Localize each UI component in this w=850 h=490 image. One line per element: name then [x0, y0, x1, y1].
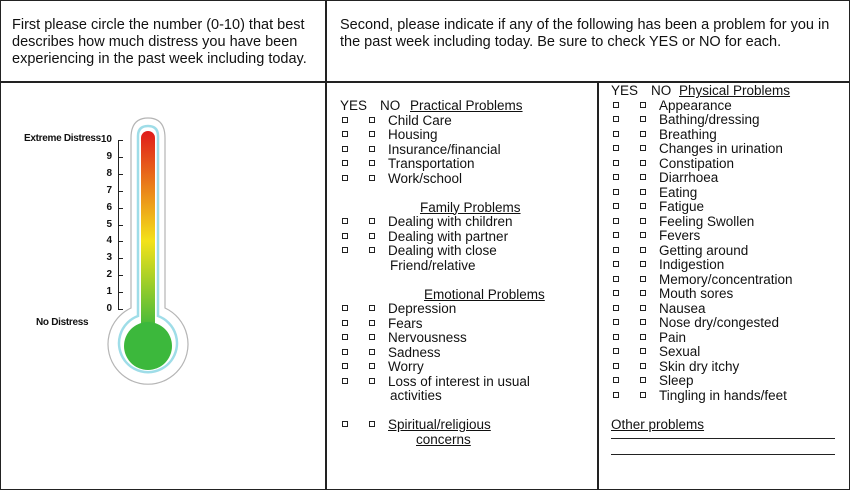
yes-checkbox[interactable]: [613, 145, 619, 151]
scale-number[interactable]: 8: [106, 167, 112, 179]
physical-list: [611, 99, 847, 404]
no-checkbox[interactable]: [369, 363, 375, 369]
checklist-item-label: Tingling in hands/feet: [659, 387, 787, 403]
scale-number[interactable]: 2: [106, 269, 112, 281]
checklist-item-label: Feeling Swollen: [659, 213, 755, 229]
yes-checkbox[interactable]: [613, 261, 619, 267]
no-checkbox[interactable]: [369, 218, 375, 224]
no-checkbox[interactable]: [640, 319, 646, 325]
spiritual-row: [340, 418, 595, 433]
yes-header: YES: [340, 98, 368, 113]
no-checkbox[interactable]: [640, 218, 646, 224]
yes-checkbox[interactable]: [342, 421, 348, 427]
family-continuation: Friend/relative: [390, 257, 476, 273]
no-checkbox[interactable]: [369, 305, 375, 311]
checklist-row: [611, 99, 847, 114]
yes-checkbox[interactable]: [342, 233, 348, 239]
checklist-row: [611, 345, 847, 360]
other-problems-line-1[interactable]: [611, 438, 835, 439]
no-checkbox[interactable]: [640, 276, 646, 282]
checklist-item-label: Fears: [388, 315, 423, 331]
emotional-continuation: activities: [390, 388, 442, 403]
checklist-item-label: Fevers: [659, 228, 701, 243]
yes-checkbox[interactable]: [342, 247, 348, 253]
yes-checkbox[interactable]: [613, 363, 619, 369]
yes-checkbox[interactable]: [613, 189, 619, 195]
instruction-problems: Second, please indicate if any of the following has been a problem for you in the past week including today. Be sure to check YES or NO for each.: [340, 17, 830, 50]
checklist-item-label: Dealing with close: [388, 243, 497, 258]
distress-thermometer: [0, 84, 326, 489]
scale-number[interactable]: 4: [106, 235, 112, 247]
yes-checkbox[interactable]: [342, 146, 348, 152]
yes-checkbox[interactable]: [613, 218, 619, 224]
no-checkbox[interactable]: [640, 261, 646, 267]
checklist-item-label: Nausea: [659, 300, 706, 316]
checklist-row: [611, 258, 847, 273]
checklist-item-label: Housing: [388, 127, 438, 142]
checklist-row: [611, 113, 847, 128]
checklist-item-label: Bathing/dressing: [659, 112, 760, 127]
checklist-item-label: Breathing: [659, 126, 717, 142]
yes-checkbox[interactable]: [342, 175, 348, 181]
checklist-row: [611, 244, 847, 259]
checklist-row: [340, 346, 595, 361]
other-problems-label: Other problems: [611, 416, 705, 432]
checklist-item-label: Dealing with children: [388, 214, 513, 229]
yes-checkbox[interactable]: [342, 349, 348, 355]
checklist-item-label: Getting around: [659, 242, 749, 258]
checklist-item-label: Memory/concentration: [659, 271, 793, 287]
spiritual-label: Spiritual/religious: [388, 417, 491, 432]
yes-checkbox[interactable]: [613, 160, 619, 166]
checklist-row: [611, 302, 847, 317]
checklist-row: [611, 229, 847, 244]
no-checkbox[interactable]: [369, 320, 375, 326]
no-checkbox[interactable]: [640, 116, 646, 122]
no-checkbox[interactable]: [640, 232, 646, 238]
no-checkbox[interactable]: [640, 145, 646, 151]
checklist-row: [611, 316, 847, 331]
no-checkbox[interactable]: [640, 348, 646, 354]
checklist-item-label: Transportation: [388, 156, 475, 171]
checklist-row: [340, 114, 595, 129]
no-checkbox[interactable]: [640, 334, 646, 340]
no-header-physical: NO: [651, 83, 672, 98]
yes-checkbox[interactable]: [613, 232, 619, 238]
no-checkbox[interactable]: [640, 290, 646, 296]
checklist-item-label: Fatigue: [659, 199, 705, 214]
checklist-item-label: Appearance: [659, 97, 732, 113]
no-checkbox[interactable]: [369, 421, 375, 427]
checklist-item-label: Dealing with partner: [388, 228, 509, 244]
yes-checkbox[interactable]: [613, 276, 619, 282]
checklist-row: [340, 215, 595, 230]
yes-checkbox[interactable]: [342, 363, 348, 369]
checklist-row: [340, 302, 595, 317]
no-checkbox[interactable]: [640, 102, 646, 108]
divider-vertical-right: [597, 81, 599, 490]
yes-checkbox[interactable]: [613, 174, 619, 180]
scale-number[interactable]: 9: [106, 150, 112, 162]
no-checkbox[interactable]: [369, 175, 375, 181]
checklist-item-label: Mouth sores: [659, 286, 734, 301]
other-problems-line-2[interactable]: [611, 454, 835, 455]
checklist-row: [340, 172, 595, 187]
checklist-item-label: Loss of interest in usual: [388, 373, 530, 389]
checklist-item-label: Nervousness: [388, 330, 467, 345]
no-checkbox[interactable]: [369, 349, 375, 355]
instruction-distress: First please circle the number (0-10) that best describes how much distress you have been experiencing in the past week including today.: [12, 17, 307, 67]
no-checkbox[interactable]: [369, 233, 375, 239]
emotional-list: [340, 302, 595, 389]
checklist-item-label: Depression: [388, 301, 457, 316]
checklist-row: [611, 360, 847, 375]
checklist-item-label: Work/school: [388, 170, 463, 186]
checklist-item-label: Changes in urination: [659, 141, 783, 156]
checklist-row: [611, 287, 847, 302]
checklist-row: [611, 273, 847, 288]
no-checkbox[interactable]: [640, 174, 646, 180]
scale-number[interactable]: 3: [106, 252, 112, 264]
checklist-row: [611, 157, 847, 172]
thermometer-graphic: [0, 84, 326, 489]
scale-number[interactable]: 6: [106, 201, 112, 213]
checklist-row: [340, 244, 595, 259]
yes-checkbox[interactable]: [613, 348, 619, 354]
no-checkbox[interactable]: [640, 203, 646, 209]
no-checkbox[interactable]: [369, 247, 375, 253]
no-checkbox[interactable]: [640, 189, 646, 195]
no-checkbox[interactable]: [640, 160, 646, 166]
yes-header-physical: YES: [611, 83, 639, 98]
mercury-column: [141, 131, 155, 331]
checklist-row: [340, 360, 595, 375]
checklist-item-label: Sexual: [659, 344, 701, 359]
yes-checkbox[interactable]: [613, 247, 619, 253]
no-header: NO: [380, 98, 401, 113]
no-checkbox[interactable]: [640, 305, 646, 311]
yes-checkbox[interactable]: [342, 334, 348, 340]
yes-checkbox[interactable]: [613, 305, 619, 311]
scale-number[interactable]: 1: [106, 286, 112, 298]
column-physical: [611, 84, 847, 455]
no-checkbox[interactable]: [369, 378, 375, 384]
checklist-row: [340, 157, 595, 172]
checklist-row: [340, 230, 595, 245]
yes-checkbox[interactable]: [613, 377, 619, 383]
no-checkbox[interactable]: [369, 160, 375, 166]
yes-checkbox[interactable]: [342, 320, 348, 326]
scale-number[interactable]: 0: [106, 303, 112, 314]
checklist-item-label: Sleep: [659, 373, 694, 388]
no-checkbox[interactable]: [369, 334, 375, 340]
yes-checkbox[interactable]: [613, 392, 619, 398]
checklist-row: [340, 375, 595, 390]
no-checkbox[interactable]: [369, 146, 375, 152]
yes-checkbox[interactable]: [342, 131, 348, 137]
no-checkbox[interactable]: [369, 131, 375, 137]
practical-problems-title: Practical Problems: [410, 98, 523, 113]
yes-checkbox[interactable]: [613, 319, 619, 325]
yes-checkbox[interactable]: [342, 218, 348, 224]
yes-checkbox[interactable]: [613, 334, 619, 340]
extreme-distress-label: Extreme Distress: [24, 133, 101, 144]
checklist-item-label: Nose dry/congested: [659, 315, 780, 330]
no-checkbox[interactable]: [640, 377, 646, 383]
checklist-row: [340, 331, 595, 346]
checklist-item-label: Diarrhoea: [659, 170, 719, 185]
checklist-row: [611, 142, 847, 157]
yes-checkbox[interactable]: [613, 290, 619, 296]
scale-number[interactable]: 5: [106, 218, 112, 230]
checklist-row: [611, 200, 847, 215]
column-practical-family-emotional: [340, 99, 595, 447]
scale-number[interactable]: 7: [106, 184, 112, 196]
mercury-bulb: [124, 322, 172, 370]
checklist-row: [611, 171, 847, 186]
checklist-item-label: Pain: [659, 329, 687, 345]
yes-checkbox[interactable]: [342, 117, 348, 123]
checklist-row: [611, 389, 847, 404]
yes-checkbox[interactable]: [342, 305, 348, 311]
yes-checkbox[interactable]: [613, 102, 619, 108]
checklist-row: [611, 331, 847, 346]
checklist-row: [340, 143, 595, 158]
physical-problems-title: Physical Problems: [679, 83, 791, 98]
checklist-row: [611, 215, 847, 230]
family-list: [340, 215, 595, 259]
checklist-row: [611, 128, 847, 143]
checklist-item-label: Child Care: [388, 112, 452, 128]
practical-list: [340, 114, 595, 187]
checklist-item-label: Insurance/financial: [388, 141, 501, 157]
yes-checkbox[interactable]: [342, 160, 348, 166]
no-checkbox[interactable]: [640, 363, 646, 369]
checklist-item-label: Worry: [388, 359, 424, 374]
yes-checkbox[interactable]: [613, 116, 619, 122]
checklist-item-label: Eating: [659, 184, 698, 200]
checklist-item-label: Skin dry itchy: [659, 358, 740, 374]
checklist-item-label: Sadness: [388, 344, 441, 360]
no-distress-label: No Distress: [36, 317, 89, 328]
no-checkbox[interactable]: [369, 117, 375, 123]
family-problems-title: Family Problems: [420, 199, 521, 215]
spiritual-continuation: concerns: [416, 431, 471, 447]
no-checkbox[interactable]: [640, 392, 646, 398]
checklist-row: [611, 374, 847, 389]
checklist-row: [340, 128, 595, 143]
no-checkbox[interactable]: [640, 131, 646, 137]
checklist-item-label: Indigestion: [659, 257, 725, 272]
yes-checkbox[interactable]: [342, 378, 348, 384]
yes-checkbox[interactable]: [613, 203, 619, 209]
scale-number[interactable]: 10: [100, 134, 112, 145]
checklist-row: [611, 186, 847, 201]
no-checkbox[interactable]: [640, 247, 646, 253]
emotional-problems-title: Emotional Problems: [424, 286, 545, 302]
checklist-item-label: Constipation: [659, 155, 735, 171]
yes-checkbox[interactable]: [613, 131, 619, 137]
checklist-row: [340, 317, 595, 332]
